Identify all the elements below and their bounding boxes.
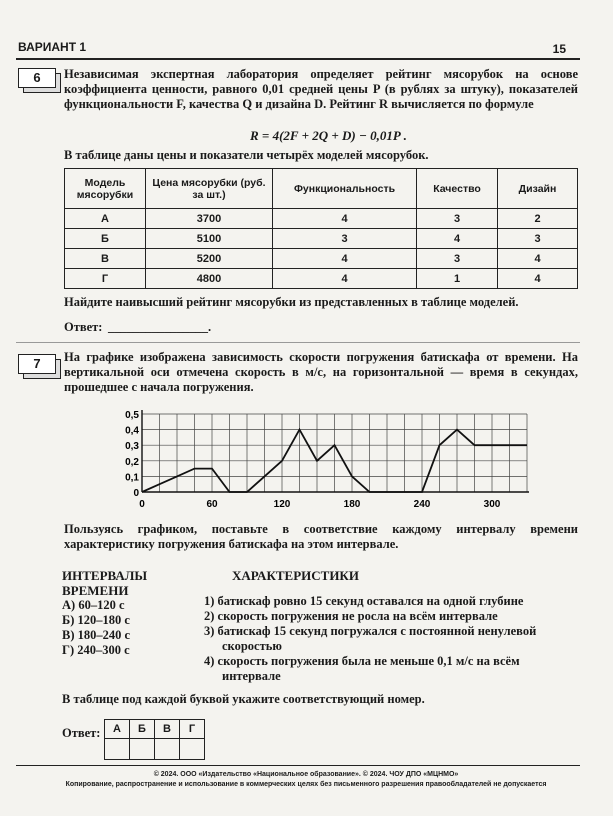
intervals-heading [62, 568, 147, 598]
answer-letter: Б [130, 720, 155, 739]
answer-letter: В [155, 720, 180, 739]
chart-axes [142, 410, 529, 492]
y-tick-label: 0,1 [125, 472, 139, 484]
x-tick-label: 300 [483, 499, 501, 510]
task-6-question: Найдите наивысший рейтинг мясорубки из представленных в таблице моделей. [64, 295, 519, 309]
table-cell: 4 [273, 269, 417, 289]
task-6-answer-label: Ответ: [64, 320, 103, 334]
table-cell: 5200 [146, 249, 273, 269]
table-cell: Г [65, 269, 146, 289]
answer-cell-v[interactable] [155, 739, 180, 760]
chart-x-ticks [139, 499, 501, 510]
table-cell: 4 [498, 269, 578, 289]
table-cell: 3 [417, 209, 498, 229]
variant-label: ВАРИАНТ 1 [18, 40, 87, 54]
table-cell: 4 [273, 249, 417, 269]
list-item: В) 180–240 с [62, 628, 131, 642]
table-cell: 3 [498, 229, 578, 249]
task-7-text: На графике изображена зависимость скорости погружения батискафа от времени. На вертикальной оси отмечена скорость в м/с, на горизонтальной — время в секундах, прошедшее с начала погружения. [64, 350, 578, 394]
x-tick-label: 180 [343, 499, 361, 510]
answer-letter: А [105, 720, 130, 739]
y-tick-label: 0,5 [125, 410, 139, 421]
table-cell: 3700 [146, 209, 273, 229]
table-header-row [65, 169, 578, 209]
task-7-number: 7 [18, 354, 56, 374]
table-header-cell: Модель мясорубки [65, 169, 146, 209]
table-cell: 3 [417, 249, 498, 269]
velocity-chart [110, 404, 530, 514]
task-7-instruction: Пользуясь графиком, поставьте в соответствие каждому интервалу времени характеристику погружения батискафа на этом интервале. [64, 522, 578, 551]
intervals-heading-line-2: ВРЕМЕНИ [62, 583, 129, 598]
y-tick-label: 0,3 [125, 441, 139, 453]
table-cell: А [65, 209, 146, 229]
x-tick-label: 0 [139, 499, 145, 510]
list-item: 4) скорость погружения была не меньше 0,1 м/с на всём интервале [204, 654, 520, 683]
table-cell: 4 [273, 209, 417, 229]
table-cell: Б [65, 229, 146, 249]
characteristics-heading: ХАРАКТЕРИСТИКИ [232, 568, 359, 583]
task-6-number: 6 [18, 68, 56, 88]
table-cell: 1 [417, 269, 498, 289]
list-item: 3) батискаф 15 секунд погружался с постоянной ненулевой скоростью [204, 624, 537, 653]
task-7-answer-label: Ответ: [62, 726, 101, 740]
y-tick-label: 0 [133, 488, 139, 499]
table-cell: 5100 [146, 229, 273, 249]
section-divider [16, 342, 580, 343]
table-row [65, 209, 578, 229]
list-item: А) 60–120 с [62, 598, 125, 612]
y-tick-label: 0,4 [125, 425, 139, 437]
table-header-cell: Качество [417, 169, 498, 209]
list-item: 2) скорость погружения не росла на всём интервале [204, 609, 498, 623]
task-6-table-intro: В таблице даны цены и показатели четырёх моделей мясорубок. [64, 148, 429, 162]
table-cell: 3 [273, 229, 417, 249]
table-header-cell: Цена мясорубки (руб. за шт.) [146, 169, 273, 209]
characteristics-list [204, 594, 576, 684]
list-item: Г) 240–300 с [62, 643, 130, 657]
table-cell: 4 [417, 229, 498, 249]
intervals-heading-line-1: ИНТЕРВАЛЫ [62, 568, 148, 583]
table-cell: 2 [498, 209, 578, 229]
footer-copyright: © 2024. ООО «Издательство «Национальное образование». © 2024. ЧОУ ДПО «МЦНМО» [153, 771, 459, 778]
x-tick-label: 120 [273, 499, 291, 510]
chart-grid [142, 414, 527, 492]
footer-divider [16, 765, 580, 766]
table-header-cell: Функциональность [273, 169, 417, 209]
list-item: 1) батискаф ровно 15 секунд оставался на одной глубине [204, 594, 524, 608]
task-6-answer-field[interactable]: ________________. [108, 320, 212, 334]
answer-cell-g[interactable] [180, 739, 205, 760]
table-header-cell: Дизайн [498, 169, 578, 209]
price-table [64, 168, 578, 289]
answer-cell-b[interactable] [130, 739, 155, 760]
table-row [65, 269, 578, 289]
chart-y-ticks [125, 410, 139, 499]
y-tick-label: 0,2 [125, 456, 139, 468]
table-row [65, 229, 578, 249]
table-cell: 4 [498, 249, 578, 269]
answer-letter: Г [180, 720, 205, 739]
page-number: 15 [552, 42, 566, 56]
task-6-text: Независимая экспертная лаборатория определяет рейтинг мясорубок на основе коэффициента ценности, равного 0,01 средней цены P (в рублях за штуку), показателей функциональности F, качества Q и дизайна D. Рейтинг R вычисляется по формуле [64, 67, 578, 111]
footer-notice: Копирование, распространение и использование в коммерческих целях без письменного разрешения правообладателей не допускается [65, 781, 547, 788]
table-cell: В [65, 249, 146, 269]
list-item: Б) 120–180 с [62, 613, 130, 627]
table-row [65, 249, 578, 269]
intervals-list [62, 598, 130, 658]
x-tick-label: 60 [206, 499, 218, 510]
x-tick-label: 240 [413, 499, 431, 510]
answer-cell-a[interactable] [105, 739, 130, 760]
task-6-formula: R = 4(2F + 2Q + D) − 0,01P . [250, 128, 407, 143]
table-cell: 4800 [146, 269, 273, 289]
answer-table [104, 719, 205, 760]
header-divider [16, 58, 580, 60]
task-7-table-instruction: В таблице под каждой буквой укажите соответствующий номер. [62, 692, 425, 706]
